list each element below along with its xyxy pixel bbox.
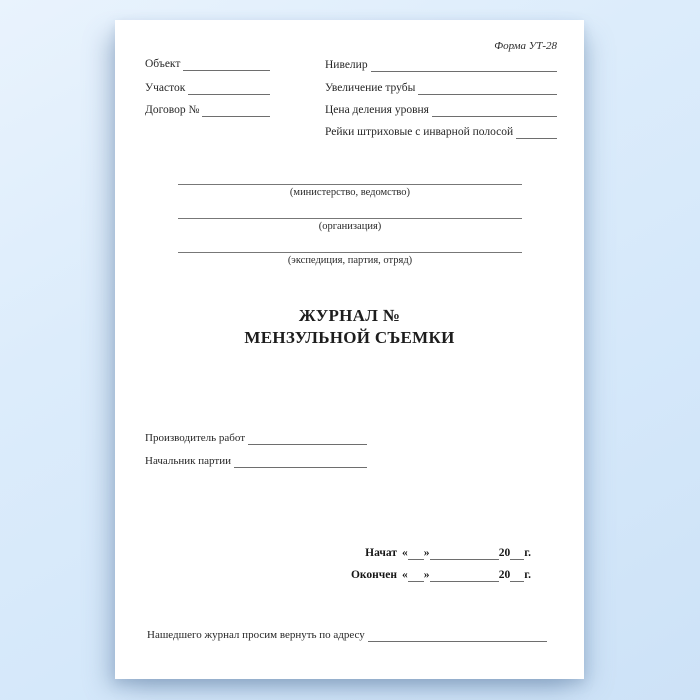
- date-started-day-blank: [408, 547, 424, 560]
- field-telescope-magnification-blank-line: [418, 82, 557, 95]
- ministry-line: [178, 184, 522, 198]
- organization-line: [178, 218, 522, 232]
- field-party-chief: [145, 453, 367, 468]
- field-party-chief-label: Начальник партии: [145, 455, 231, 467]
- date-finished-year-blank: [510, 569, 524, 582]
- date-finished-year-prefix: 20: [498, 569, 511, 581]
- organization-blank-line: [178, 218, 522, 219]
- organization-caption: (организация): [318, 221, 382, 232]
- field-level-instrument-blank-line: [371, 59, 557, 72]
- field-site-label: Участок: [145, 82, 186, 94]
- return-address-row: [147, 627, 547, 642]
- field-contract-blank-line: [202, 104, 270, 117]
- date-started-year-suffix: г.: [524, 547, 531, 559]
- field-contract: [145, 102, 270, 117]
- field-contract-label: Договор №: [145, 104, 200, 116]
- form-code-label: Форма УТ-28: [494, 40, 557, 52]
- field-staff-rods-blank-line: [516, 126, 557, 139]
- field-staff-rods-label: Рейки штриховые с инварной полосой: [325, 126, 514, 138]
- expedition-caption: (экспедиция, партия, отряд): [287, 255, 413, 266]
- date-started-label: Начат: [365, 547, 397, 559]
- field-party-chief-blank-line: [234, 455, 367, 468]
- quote-close: »: [423, 569, 430, 581]
- date-started-year-blank: [510, 547, 524, 560]
- date-finished-month-blank: [430, 569, 499, 582]
- field-level-division-value-label: Цена деления уровня: [325, 104, 429, 116]
- return-address-blank-line: [368, 629, 547, 642]
- journal-cover-page: [115, 20, 584, 679]
- date-finished-row: [345, 567, 531, 582]
- field-works-producer: [145, 430, 367, 445]
- field-level-division-value-blank-line: [432, 104, 557, 117]
- expedition-blank-line: [178, 252, 522, 253]
- field-level-division-value: [325, 102, 557, 117]
- quote-close: »: [423, 547, 430, 559]
- field-site-blank-line: [188, 82, 270, 95]
- date-finished-day-blank: [408, 569, 424, 582]
- ministry-blank-line: [178, 184, 522, 185]
- date-started-year-prefix: 20: [498, 547, 511, 559]
- field-telescope-magnification: [325, 80, 557, 95]
- document-title-line1: ЖУРНАЛ №: [298, 306, 401, 325]
- field-staff-rods: [325, 124, 557, 139]
- field-works-producer-blank-line: [248, 432, 367, 445]
- field-level-instrument-label: Нивелир: [325, 59, 368, 71]
- document-title-line2: МЕНЗУЛЬНОЙ СЪЕМКИ: [244, 328, 455, 347]
- ministry-caption: (министерство, ведомство): [289, 187, 411, 198]
- date-started-month-blank: [430, 547, 499, 560]
- field-site: [145, 80, 270, 95]
- quote-open: «: [402, 569, 408, 581]
- quote-open: «: [402, 547, 408, 559]
- field-object: [145, 56, 270, 71]
- expedition-line: [178, 252, 522, 266]
- return-address-label: Нашедшего журнал просим вернуть по адресу: [147, 629, 365, 641]
- date-finished-label: Окончен: [350, 569, 397, 581]
- document-title: [115, 305, 584, 349]
- date-finished-year-suffix: г.: [524, 569, 531, 581]
- field-works-producer-label: Производитель работ: [145, 432, 246, 444]
- field-object-label: Объект: [145, 58, 181, 70]
- field-object-blank-line: [183, 58, 270, 71]
- field-telescope-magnification-label: Увеличение трубы: [325, 82, 416, 94]
- date-started-row: [345, 545, 531, 560]
- field-level-instrument: [325, 57, 557, 72]
